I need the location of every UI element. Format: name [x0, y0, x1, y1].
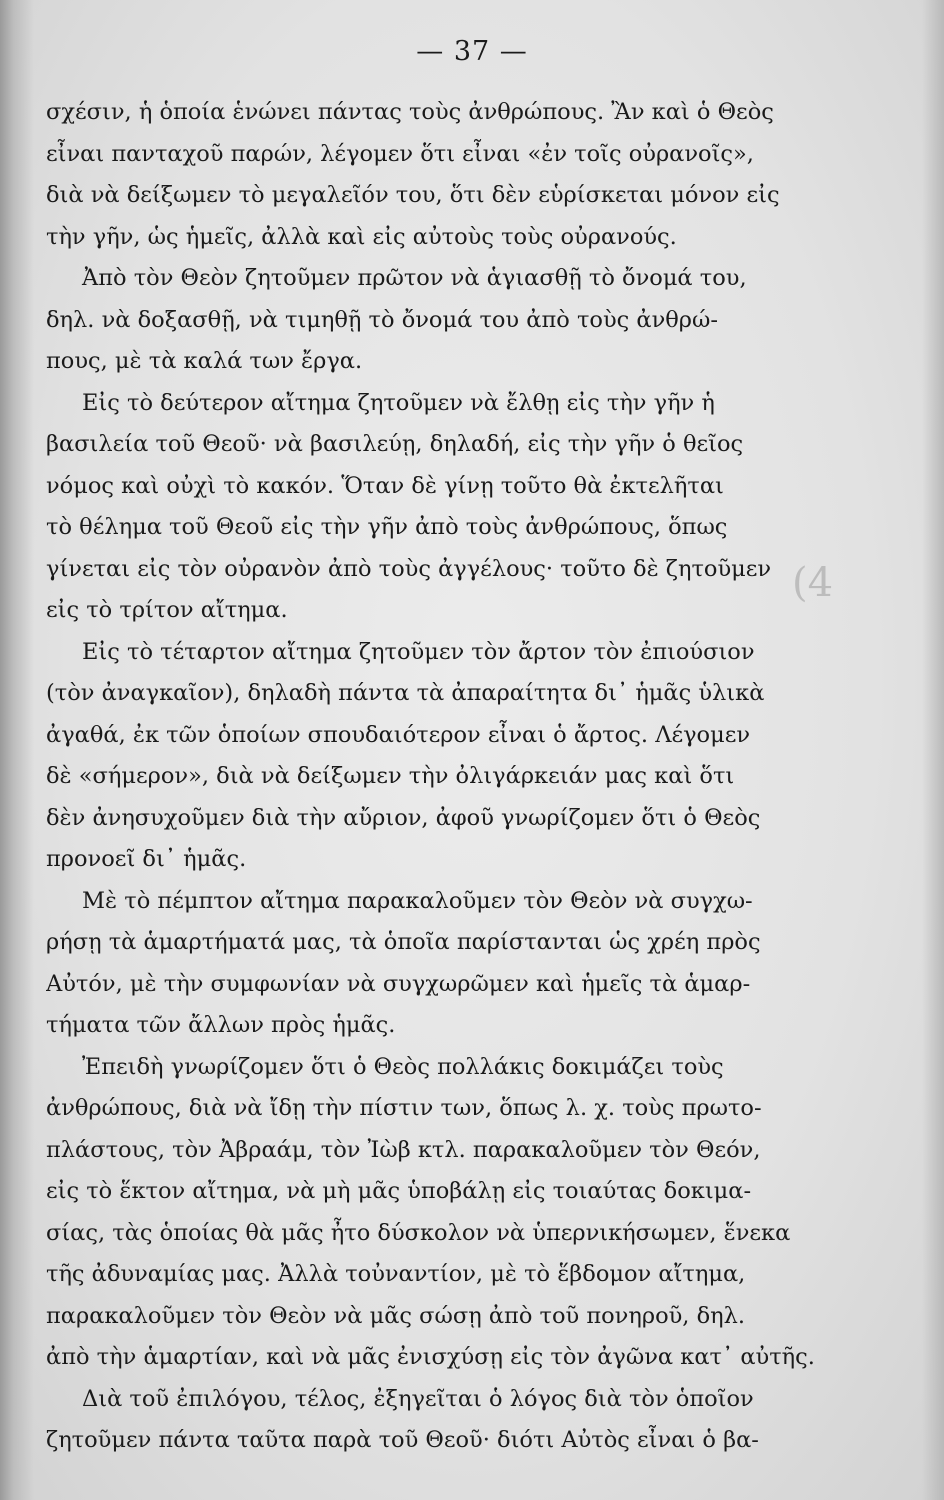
text-line: ἀνθρώπους, διὰ νὰ ἴδῃ τὴν πίστιν των, ὅπως λ. χ. τοὺς πρωτο- — [46, 1095, 762, 1121]
text-line: ἀγαθά, ἐκ τῶν ὁποίων σπουδαιότερον εἶναι ὁ ἄρτος. Λέγομεν — [46, 721, 751, 748]
page-edge-shadow — [922, 0, 944, 1500]
text-line: νόμος καὶ οὐχὶ τὸ κακόν. Ὅταν δὲ γίνῃ τοῦτο θὰ ἐκτελῆται — [46, 472, 724, 499]
text-line: βασιλεία τοῦ Θεοῦ· νὰ βασιλεύῃ, δηλαδή, εἰς τὴν γῆν ὁ θεῖος — [46, 431, 744, 457]
text-line: σχέσιν, ἡ ὁποία ἑνώνει πάντας τοὺς ἀνθρώπους. Ἂν καὶ ὁ Θεὸς — [46, 99, 774, 125]
text-line: σίας, τὰς ὁποίας θὰ μᾶς ἦτο δύσκολον νὰ ὑπερνικήσωμεν, ἕνεκα — [46, 1219, 791, 1246]
text-line: εἰς τὸ τρίτον αἴτημα. — [46, 597, 288, 623]
text-line: τὸ θέλημα τοῦ Θεοῦ εἰς τὴν γῆν ἀπὸ τοὺς ἀνθρώπους, ὅπως — [46, 514, 728, 540]
body-text — [46, 92, 906, 1462]
text-line: Εἰς τὸ τέταρτον αἴτημα ζητοῦμεν τὸν ἄρτον τὸν ἐπιούσιον — [82, 638, 755, 665]
text-line: (τὸν ἀναγκαῖον), δηλαδὴ πάντα τὰ ἀπαραίτητα δι᾽ ἡμᾶς ὑλικὰ — [46, 680, 765, 706]
text-line: δὲ «σήμερον», διὰ νὰ δείξωμεν τὴν ὀλιγάρκειάν μας καὶ ὅτι — [46, 763, 735, 789]
text-line: τήματα τῶν ἄλλων πρὸς ἡμᾶς. — [46, 1012, 396, 1038]
text-line: Ἀπὸ τὸν Θεὸν ζητοῦμεν πρῶτον νὰ ἁγιασθῇ τὸ ὄνομά του, — [82, 265, 747, 291]
page-number: — 37 — — [416, 36, 528, 67]
text-line: Διὰ τοῦ ἐπιλόγου, τέλος, ἐξηγεῖται ὁ λόγος διὰ τὸν ὁποῖον — [82, 1385, 754, 1412]
text-line: ρήσῃ τὰ ἁμαρτήματά μας, τὰ ὁποῖα παρίστανται ὡς χρέη πρὸς — [46, 929, 761, 955]
text-line: προνοεῖ δι᾽ ἡμᾶς. — [46, 846, 247, 872]
text-line: Αὐτόν, μὲ τὴν συμφωνίαν νὰ συγχωρῶμεν καὶ ἡμεῖς τὰ ἁμαρ- — [46, 970, 751, 997]
text-line: Μὲ τὸ πέμπτον αἴτημα παρακαλοῦμεν τὸν Θεὸν νὰ συγχω- — [82, 887, 753, 914]
page-binding-shadow — [0, 0, 34, 1500]
text-line: ἀπὸ τὴν ἁμαρτίαν, καὶ νὰ μᾶς ἐνισχύσῃ εἰς τὸν ἀγῶνα κατ᾽ αὐτῆς. — [46, 1344, 815, 1370]
text-line: πλάστους, τὸν Ἀβραάμ, τὸν Ἰὼβ κτλ. παρακαλοῦμεν τὸν Θεόν, — [46, 1136, 761, 1163]
handwritten-margin-note: (4 — [792, 560, 834, 606]
text-line: δηλ. νὰ δοξασθῇ, νὰ τιμηθῇ τὸ ὄνομά του ἀπὸ τοὺς ἀνθρώ- — [46, 306, 718, 333]
text-line: εἶναι πανταχοῦ παρών, λέγομεν ὅτι εἶναι «ἐν τοῖς οὐρανοῖς», — [46, 140, 754, 167]
text-line: Ἐπειδὴ γνωρίζομεν ὅτι ὁ Θεὸς πολλάκις δοκιμάζει τοὺς — [82, 1053, 724, 1080]
text-line: εἰς τὸ ἕκτον αἴτημα, νὰ μὴ μᾶς ὑποβάλῃ εἰς τοιαύτας δοκιμα- — [46, 1178, 752, 1204]
text-line: πους, μὲ τὰ καλά των ἔργα. — [46, 348, 363, 374]
text-line: Εἰς τὸ δεύτερον αἴτημα ζητοῦμεν νὰ ἔλθῃ εἰς τὴν γῆν ἡ — [82, 389, 715, 416]
text-line: τὴν γῆν, ὡς ἡμεῖς, ἀλλὰ καὶ εἰς αὐτοὺς τοὺς οὐρανούς. — [46, 223, 677, 250]
text-line: γίνεται εἰς τὸν οὐρανὸν ἀπὸ τοὺς ἀγγέλους· τοῦτο δὲ ζητοῦμεν — [46, 555, 772, 582]
text-line: τῆς ἀδυναμίας μας. Ἀλλὰ τοὐναντίον, μὲ τὸ ἕβδομον αἴτημα, — [46, 1261, 746, 1287]
text-line: διὰ νὰ δείξωμεν τὸ μεγαλεῖόν του, ὅτι δὲν εὑρίσκεται μόνον εἰς — [46, 182, 780, 208]
text-line: παρακαλοῦμεν τὸν Θεὸν νὰ μᾶς σώσῃ ἀπὸ τοῦ πονηροῦ, δηλ. — [46, 1302, 746, 1329]
text-line: ζητοῦμεν πάντα ταῦτα παρὰ τοῦ Θεοῦ· διότι Αὐτὸς εἶναι ὁ βα- — [46, 1427, 759, 1453]
text-line: δὲν ἀνησυχοῦμεν διὰ τὴν αὔριον, ἀφοῦ γνωρίζομεν ὅτι ὁ Θεὸς — [46, 804, 761, 831]
